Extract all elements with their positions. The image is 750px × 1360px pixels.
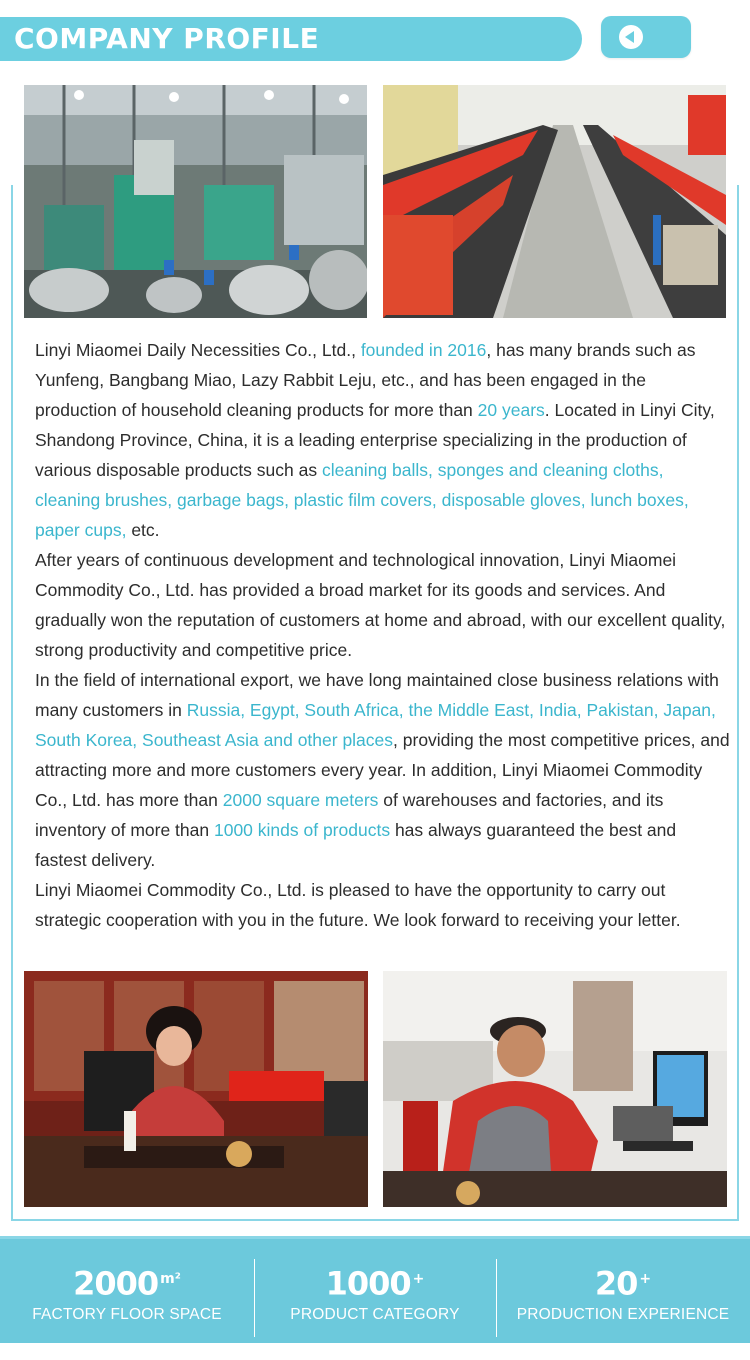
- highlight-text: 20 years: [477, 400, 545, 420]
- stat-number: 20: [594, 1264, 638, 1303]
- stat-unit: +: [639, 1271, 652, 1287]
- company-description: [35, 335, 730, 935]
- stats-bar: [0, 1236, 750, 1343]
- body-text: of warehouses and factories, and its inventory of more than: [35, 790, 664, 840]
- factory-photo-wire-machines: [24, 85, 367, 318]
- content-frame-bottom: [11, 1219, 739, 1221]
- body-text: Linyi Miaomei Daily Necessities Co., Ltd.,: [35, 340, 361, 360]
- stat-unit: m²: [160, 1271, 181, 1287]
- description-paragraph: [35, 875, 730, 935]
- stat-production-experience: [496, 1239, 750, 1343]
- body-text: , providing the most competitive prices, and attracting more and more customers every year. In addition, Linyi Miaomei Commodity Co., Ltd. has more than: [35, 730, 730, 810]
- stat-label: FACTORY FLOOR SPACE: [32, 1306, 222, 1323]
- content-frame-right: [737, 185, 739, 1221]
- office-photo-man: [383, 971, 727, 1207]
- arrow-left-icon: [619, 25, 643, 49]
- body-text: Linyi Miaomei Commodity Co., Ltd. is pleased to have the opportunity to carry out strategic cooperation with you in the future. We look forward to receiving your letter.: [35, 880, 681, 930]
- office-photo-woman: [24, 971, 368, 1207]
- stat-label: PRODUCT CATEGORY: [290, 1306, 460, 1323]
- content-frame-left: [11, 185, 13, 1221]
- highlight-text: Russia, Egypt, South Africa, the Middle East, India, Pakistan, Japan, South Korea, Southeast Asia and other places: [35, 700, 716, 750]
- highlight-text: 1000 kinds of products: [213, 820, 391, 840]
- description-paragraph: [35, 545, 730, 665]
- body-text: In the field of international export, we have long maintained close business relations with many customers in: [35, 670, 719, 720]
- header-bar: [0, 17, 582, 61]
- stat-number: 1000: [325, 1264, 411, 1303]
- stat-label: PRODUCTION EXPERIENCE: [516, 1306, 730, 1323]
- stat-unit: +: [412, 1271, 425, 1287]
- stat-floor-space: [0, 1239, 254, 1343]
- highlight-text: founded in 2016: [360, 340, 487, 360]
- description-paragraph: [35, 665, 730, 875]
- page-title: COMPANY PROFILE: [14, 22, 320, 55]
- factory-photo-production-line: [383, 85, 726, 318]
- body-text: . Located in Linyi City, Shandong Province, China, it is a leading enterprise specializing in the production of various disposable products such as: [35, 400, 715, 480]
- stat-number: 2000: [73, 1264, 159, 1303]
- stat-product-category: [254, 1239, 496, 1343]
- description-paragraph: [35, 335, 730, 545]
- body-text: etc.: [126, 520, 160, 540]
- back-button[interactable]: [601, 16, 691, 58]
- body-text: After years of continuous development and technological innovation, Linyi Miaomei Commodity Co., Ltd. has provided a broad market for its goods and services. And gradually won the reputation of customers at home and abroad, with our excellent quality, strong productivity and competitive price.: [35, 550, 726, 660]
- body-text: , has many brands such as Yunfeng, Bangbang Miao, Lazy Rabbit Leju, etc., and has been engaged in the production of household cleaning products for more than: [35, 340, 696, 420]
- highlight-text: cleaning balls, sponges and cleaning cloths, cleaning brushes, garbage bags, plastic film covers, disposable gloves, lunch boxes, paper cups,: [35, 460, 689, 540]
- body-text: has always guaranteed the best and fastest delivery.: [35, 820, 677, 870]
- highlight-text: 2000 square meters: [222, 790, 379, 810]
